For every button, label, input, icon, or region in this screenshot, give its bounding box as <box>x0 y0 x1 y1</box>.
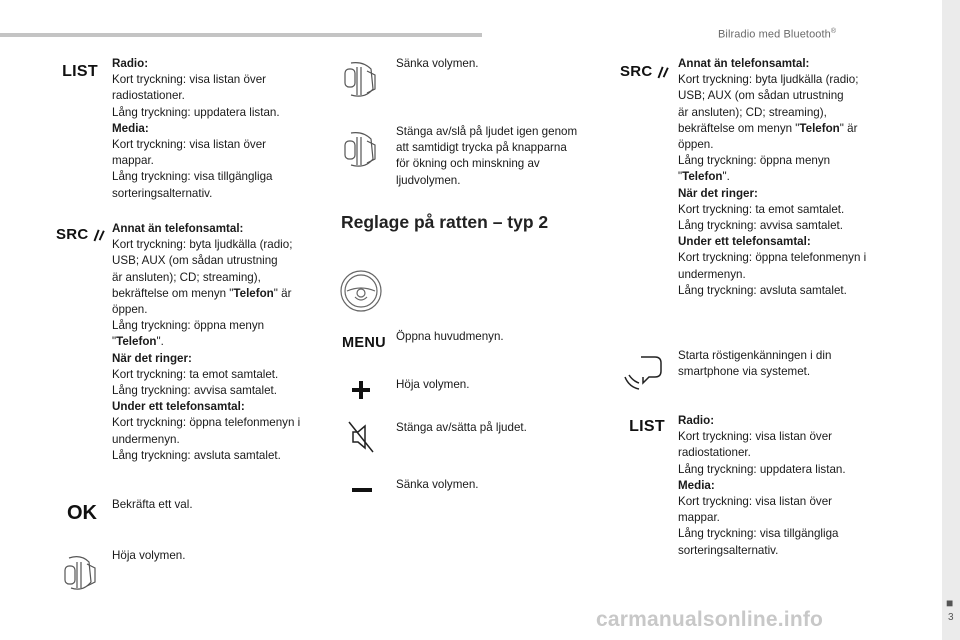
steering-thumbwheel-up-icon <box>58 551 102 595</box>
col3-src-description: Annat än telefonsamtal: Kort tryckning: byta ljudkälla (radio; USB; AUX (om sådan utrustning är ansluten); CD; streaming), bekräftelse om menyn "Telefon" är öppen. Lång tryckning: öppna menyn "Telefon". När det ringer: Kort tryckning: ta emot samtalet. Lång tryckning: avvisa samtalet. Under ett telefonsamtal: Kort tryckning: öppna telefonmenyn i undermenyn. Lång tryckning: avsluta samtalet. <box>678 57 867 297</box>
steering-thumbwheel-press-icon <box>338 128 382 172</box>
steering-wheel-icon <box>338 268 384 314</box>
col2-mute-combo-description: Stänga av/slå på ljudet igen genom att samtidigt trycka på knapparna för ökning och minskning av ljudvolymen. <box>396 125 578 187</box>
col2-plus-description: Höja volymen. <box>396 378 470 391</box>
col3-list-description: Radio: Kort tryckning: visa listan över radiostationer. Lång tryckning: uppdatera listan. Media: Kort tryckning: visa listan över mappar. Lång tryckning: visa tillgängliga sorteringsalternativ. <box>678 414 846 557</box>
ok-icon: OK <box>67 501 97 524</box>
page-marker: ■ <box>946 596 954 610</box>
col3-voice-description: Starta röstigenkänningen i din smartphone via systemet. <box>678 349 832 379</box>
col2-menu-description: Öppna huvudmenyn. <box>396 330 504 343</box>
src-phone-icon: SRC <box>56 225 106 245</box>
col1-volume-up-description: Höja volymen. <box>112 549 186 562</box>
page-number: 3 <box>948 612 954 623</box>
page-header-title: Bilradio med Bluetooth® <box>718 28 837 41</box>
list-icon: LIST <box>62 62 98 80</box>
steering-thumbwheel-down-icon <box>338 58 382 102</box>
menu-icon: MENU <box>342 334 386 351</box>
col1-src-description: Annat än telefonsamtal: Kort tryckning: byta ljudkälla (radio; USB; AUX (om sådan utrustning är ansluten); CD; streaming), bekräftelse om menyn "Telefon" är öppen. Lång tryckning: öppna menyn "Telefon". När det ringer: Kort tryckning: ta emot samtalet. Lång tryckning: avvisa samtalet. Under ett telefonsamtal: Kort tryckning: öppna telefonmenyn i undermenyn. Lång tryckning: avsluta samtalet. <box>112 222 301 462</box>
mute-speaker-icon <box>346 420 376 454</box>
col1-ok-description: Bekräfta ett val. <box>112 498 193 511</box>
right-margin-band <box>942 0 960 640</box>
watermark: carmanualsonline.info <box>596 608 824 631</box>
section-heading: Reglage på ratten – typ 2 <box>341 212 549 232</box>
src-phone-icon-right: SRC <box>620 62 670 82</box>
header-rule <box>0 33 482 37</box>
col2-minus-description: Sänka volymen. <box>396 478 479 491</box>
minus-icon <box>352 480 372 500</box>
col2-volume-down-description: Sänka volymen. <box>396 57 479 70</box>
plus-icon <box>352 380 370 400</box>
col1-list-description: Radio: Kort tryckning: visa listan över radiostationer. Lång tryckning: uppdatera listan. Media: Kort tryckning: visa listan över mappar. Lång tryckning: visa tillgängliga sorteringsalternativ. <box>112 57 280 200</box>
list-icon-right: LIST <box>629 417 665 435</box>
col2-mute-description: Stänga av/sätta på ljudet. <box>396 421 527 434</box>
voice-recognition-icon <box>622 352 666 392</box>
